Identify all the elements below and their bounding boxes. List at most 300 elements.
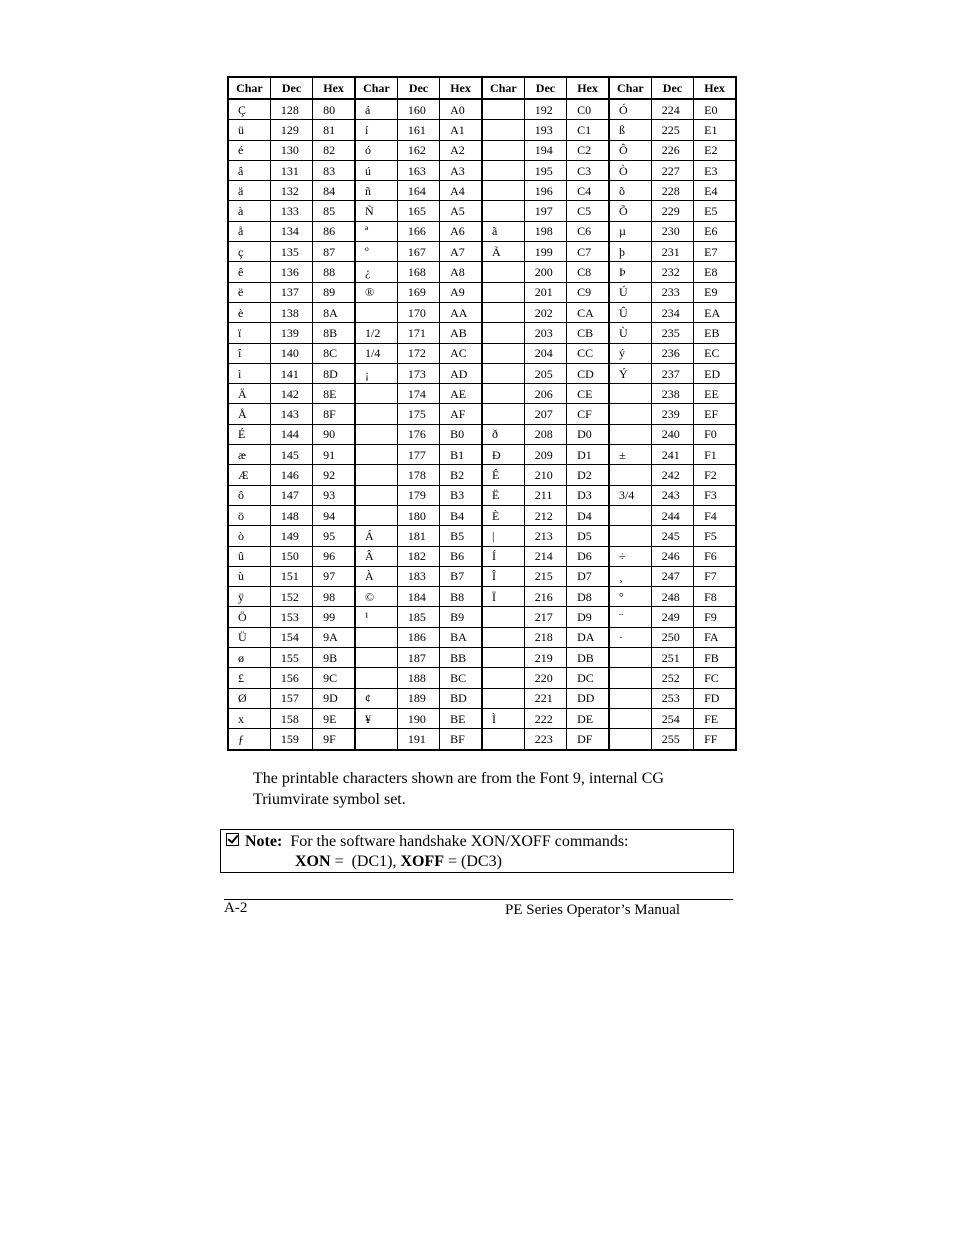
char-cell — [482, 343, 524, 363]
dec-cell: 222 — [524, 708, 566, 728]
dec-cell: 213 — [524, 526, 566, 546]
dec-cell: 189 — [397, 688, 439, 708]
dec-cell: 153 — [270, 607, 312, 627]
hex-cell: AF — [440, 404, 482, 424]
hex-cell: 8F — [313, 404, 355, 424]
char-cell: Ò — [609, 160, 651, 180]
dec-cell: 247 — [651, 566, 693, 586]
dec-cell: 183 — [397, 566, 439, 586]
table-row — [228, 242, 736, 262]
char-cell: é — [228, 140, 270, 160]
dec-cell: 209 — [524, 445, 566, 465]
dec-cell: 174 — [397, 384, 439, 404]
table-row — [228, 465, 736, 485]
dec-cell: 185 — [397, 607, 439, 627]
hex-cell: BC — [440, 668, 482, 688]
char-cell: ê — [228, 262, 270, 282]
dec-cell: 240 — [651, 424, 693, 444]
table-row — [228, 140, 736, 160]
char-cell — [355, 384, 397, 404]
char-cell — [609, 505, 651, 525]
char-cell — [482, 363, 524, 383]
hex-cell: F5 — [694, 526, 736, 546]
dec-cell: 128 — [270, 99, 312, 120]
hex-cell: 85 — [313, 201, 355, 221]
char-cell — [482, 99, 524, 120]
dec-cell: 191 — [397, 729, 439, 750]
char-cell: À — [355, 566, 397, 586]
dec-cell: 251 — [651, 648, 693, 668]
dec-cell: 152 — [270, 587, 312, 607]
char-cell: Î — [482, 566, 524, 586]
dec-cell: 221 — [524, 688, 566, 708]
char-cell — [355, 465, 397, 485]
char-cell — [482, 607, 524, 627]
hex-cell: A2 — [440, 140, 482, 160]
table-header-row — [228, 77, 736, 99]
hex-cell: 93 — [313, 485, 355, 505]
hex-cell: 80 — [313, 99, 355, 120]
hex-cell: 90 — [313, 424, 355, 444]
hex-cell: E3 — [694, 160, 736, 180]
dec-cell: 186 — [397, 627, 439, 647]
dec-cell: 161 — [397, 120, 439, 140]
hex-cell: C5 — [567, 201, 609, 221]
dec-cell: 139 — [270, 323, 312, 343]
dec-cell: 140 — [270, 343, 312, 363]
table-body — [228, 99, 736, 750]
hex-cell: 8A — [313, 302, 355, 322]
dec-cell: 159 — [270, 729, 312, 750]
char-cell — [482, 323, 524, 343]
table-row — [228, 526, 736, 546]
char-cell: ± — [609, 445, 651, 465]
char-cell: þ — [609, 242, 651, 262]
dec-cell: 129 — [270, 120, 312, 140]
hex-cell: 98 — [313, 587, 355, 607]
hex-cell: CC — [567, 343, 609, 363]
table-row — [228, 607, 736, 627]
char-cell — [355, 424, 397, 444]
note-line-1 — [226, 832, 628, 852]
hex-cell: AD — [440, 363, 482, 383]
char-cell — [355, 505, 397, 525]
column-header: Hex — [567, 77, 609, 99]
hex-cell: F8 — [694, 587, 736, 607]
hex-cell: 89 — [313, 282, 355, 302]
dec-cell: 245 — [651, 526, 693, 546]
hex-cell: 96 — [313, 546, 355, 566]
xoff-value: = (DC3) — [444, 853, 502, 870]
dec-cell: 242 — [651, 465, 693, 485]
dec-cell: 181 — [397, 526, 439, 546]
char-cell: î — [228, 343, 270, 363]
hex-cell: EA — [694, 302, 736, 322]
hex-cell: 8D — [313, 363, 355, 383]
char-cell: ¹ — [355, 607, 397, 627]
dec-cell: 234 — [651, 302, 693, 322]
char-cell: ò — [228, 526, 270, 546]
char-cell — [355, 445, 397, 465]
char-cell: ø — [228, 648, 270, 668]
hex-cell: A5 — [440, 201, 482, 221]
hex-cell: E5 — [694, 201, 736, 221]
column-header: Dec — [397, 77, 439, 99]
table-row — [228, 302, 736, 322]
hex-cell: 81 — [313, 120, 355, 140]
dec-cell: 184 — [397, 587, 439, 607]
dec-cell: 197 — [524, 201, 566, 221]
char-cell: í — [355, 120, 397, 140]
table-row — [228, 424, 736, 444]
dec-cell: 203 — [524, 323, 566, 343]
hex-cell: CB — [567, 323, 609, 343]
hex-cell: 86 — [313, 221, 355, 241]
page-number: A-2 — [224, 900, 248, 916]
column-header: Char — [609, 77, 651, 99]
dec-cell: 173 — [397, 363, 439, 383]
table-row — [228, 688, 736, 708]
dec-cell: 144 — [270, 424, 312, 444]
char-cell: Ë — [482, 485, 524, 505]
table-row — [228, 445, 736, 465]
dec-cell: 176 — [397, 424, 439, 444]
table-caption: The printable characters shown are from the Font 9, internal CG Triumvirate symbol set. — [253, 770, 664, 808]
char-cell — [609, 648, 651, 668]
char-cell — [482, 302, 524, 322]
hex-cell: 82 — [313, 140, 355, 160]
char-cell — [609, 688, 651, 708]
dec-cell: 238 — [651, 384, 693, 404]
char-cell — [355, 302, 397, 322]
dec-cell: 171 — [397, 323, 439, 343]
hex-cell: D4 — [567, 505, 609, 525]
dec-cell: 244 — [651, 505, 693, 525]
dec-cell: 167 — [397, 242, 439, 262]
char-cell: Ü — [228, 627, 270, 647]
hex-cell: F7 — [694, 566, 736, 586]
table-row — [228, 323, 736, 343]
dec-cell: 155 — [270, 648, 312, 668]
table-row — [228, 282, 736, 302]
char-cell: ® — [355, 282, 397, 302]
dec-cell: 205 — [524, 363, 566, 383]
dec-cell: 172 — [397, 343, 439, 363]
dec-cell: 133 — [270, 201, 312, 221]
dec-cell: 250 — [651, 627, 693, 647]
hex-cell: A1 — [440, 120, 482, 140]
hex-cell: C7 — [567, 242, 609, 262]
hex-cell: DF — [567, 729, 609, 750]
char-cell: ï — [228, 323, 270, 343]
char-cell: ù — [228, 566, 270, 586]
dec-cell: 179 — [397, 485, 439, 505]
dec-cell: 239 — [651, 404, 693, 424]
hex-cell: F9 — [694, 607, 736, 627]
xon-label: XON — [295, 853, 331, 870]
note-line-2 — [295, 852, 502, 872]
char-cell: ó — [355, 140, 397, 160]
char-cell: Ý — [609, 363, 651, 383]
hex-cell: CA — [567, 302, 609, 322]
char-cell: É — [228, 424, 270, 444]
dec-cell: 211 — [524, 485, 566, 505]
hex-cell: 9C — [313, 668, 355, 688]
char-cell: Ø — [228, 688, 270, 708]
hex-cell: FF — [694, 729, 736, 750]
char-cell — [482, 201, 524, 221]
character-set-table — [227, 76, 737, 751]
hex-cell: E7 — [694, 242, 736, 262]
dec-cell: 210 — [524, 465, 566, 485]
dec-cell: 188 — [397, 668, 439, 688]
char-cell: Â — [355, 546, 397, 566]
char-cell: ð — [482, 424, 524, 444]
dec-cell: 254 — [651, 708, 693, 728]
dec-cell: 130 — [270, 140, 312, 160]
manual-title: PE Series Operator’s Manual — [505, 902, 681, 918]
char-cell: ¥ — [355, 708, 397, 728]
hex-cell: B8 — [440, 587, 482, 607]
char-cell: ß — [609, 120, 651, 140]
char-cell: ü — [228, 120, 270, 140]
hex-cell: 94 — [313, 505, 355, 525]
char-cell — [609, 708, 651, 728]
char-cell — [482, 648, 524, 668]
dec-cell: 216 — [524, 587, 566, 607]
dec-cell: 235 — [651, 323, 693, 343]
char-cell: Í — [482, 546, 524, 566]
char-cell — [355, 627, 397, 647]
dec-cell: 215 — [524, 566, 566, 586]
footer-divider — [224, 899, 733, 900]
hex-cell: 9E — [313, 708, 355, 728]
dec-cell: 165 — [397, 201, 439, 221]
char-cell — [609, 465, 651, 485]
char-cell: æ — [228, 445, 270, 465]
xoff-label: XOFF — [400, 853, 445, 870]
char-cell: ã — [482, 221, 524, 241]
char-cell — [482, 160, 524, 180]
char-cell: ¿ — [355, 262, 397, 282]
char-cell: È — [482, 505, 524, 525]
hex-cell: A7 — [440, 242, 482, 262]
dec-cell: 177 — [397, 445, 439, 465]
dec-cell: 180 — [397, 505, 439, 525]
dec-cell: 160 — [397, 99, 439, 120]
dec-cell: 231 — [651, 242, 693, 262]
dec-cell: 199 — [524, 242, 566, 262]
char-cell — [482, 384, 524, 404]
note-box — [220, 829, 734, 873]
char-cell — [609, 384, 651, 404]
char-cell — [482, 181, 524, 201]
dec-cell: 162 — [397, 140, 439, 160]
dec-cell: 166 — [397, 221, 439, 241]
char-cell — [355, 729, 397, 750]
char-cell: Æ — [228, 465, 270, 485]
column-header: Dec — [270, 77, 312, 99]
char-cell: ¢ — [355, 688, 397, 708]
char-cell: x — [228, 708, 270, 728]
dec-cell: 146 — [270, 465, 312, 485]
char-cell: Ù — [609, 323, 651, 343]
dec-cell: 143 — [270, 404, 312, 424]
dec-cell: 237 — [651, 363, 693, 383]
char-cell: 1/2 — [355, 323, 397, 343]
note-text: For the software handshake XON/XOFF commands: — [290, 833, 629, 850]
char-cell: å — [228, 221, 270, 241]
dec-cell: 151 — [270, 566, 312, 586]
char-cell: Ï — [482, 587, 524, 607]
dec-cell: 170 — [397, 302, 439, 322]
hex-cell: 83 — [313, 160, 355, 180]
hex-cell: BA — [440, 627, 482, 647]
hex-cell: FB — [694, 648, 736, 668]
hex-cell: 9D — [313, 688, 355, 708]
char-cell — [482, 262, 524, 282]
dec-cell: 195 — [524, 160, 566, 180]
hex-cell: D5 — [567, 526, 609, 546]
hex-cell: EB — [694, 323, 736, 343]
hex-cell: 88 — [313, 262, 355, 282]
char-cell: Ê — [482, 465, 524, 485]
dec-cell: 147 — [270, 485, 312, 505]
char-cell — [609, 729, 651, 750]
table-row — [228, 627, 736, 647]
char-cell: Á — [355, 526, 397, 546]
dec-cell: 145 — [270, 445, 312, 465]
hex-cell: A9 — [440, 282, 482, 302]
hex-cell: BF — [440, 729, 482, 750]
hex-cell: 8B — [313, 323, 355, 343]
char-cell: ö — [228, 505, 270, 525]
hex-cell: C0 — [567, 99, 609, 120]
char-cell — [355, 648, 397, 668]
dec-cell: 154 — [270, 627, 312, 647]
char-cell: Ã — [482, 242, 524, 262]
dec-cell: 169 — [397, 282, 439, 302]
column-header: Char — [482, 77, 524, 99]
hex-cell: CF — [567, 404, 609, 424]
dec-cell: 212 — [524, 505, 566, 525]
dec-cell: 220 — [524, 668, 566, 688]
dec-cell: 253 — [651, 688, 693, 708]
dec-cell: 224 — [651, 99, 693, 120]
table-row — [228, 648, 736, 668]
char-cell: ÷ — [609, 546, 651, 566]
hex-cell: F2 — [694, 465, 736, 485]
dec-cell: 227 — [651, 160, 693, 180]
hex-cell: A6 — [440, 221, 482, 241]
table-row — [228, 404, 736, 424]
dec-cell: 134 — [270, 221, 312, 241]
char-cell: Å — [228, 404, 270, 424]
table-row — [228, 99, 736, 120]
table-row — [228, 120, 736, 140]
hex-cell: F4 — [694, 505, 736, 525]
table-row — [228, 160, 736, 180]
char-cell: á — [355, 99, 397, 120]
char-cell: 1/4 — [355, 343, 397, 363]
hex-cell: AB — [440, 323, 482, 343]
dec-cell: 200 — [524, 262, 566, 282]
dec-cell: 187 — [397, 648, 439, 668]
dec-cell: 249 — [651, 607, 693, 627]
hex-cell: DD — [567, 688, 609, 708]
hex-cell: B7 — [440, 566, 482, 586]
note-label: Note: — [245, 833, 283, 850]
dec-cell: 196 — [524, 181, 566, 201]
char-cell: Ä — [228, 384, 270, 404]
char-cell — [355, 485, 397, 505]
hex-cell: 95 — [313, 526, 355, 546]
dec-cell: 141 — [270, 363, 312, 383]
char-cell: Þ — [609, 262, 651, 282]
dec-cell: 131 — [270, 160, 312, 180]
char-cell: ý — [609, 343, 651, 363]
dec-cell: 137 — [270, 282, 312, 302]
hex-cell: AC — [440, 343, 482, 363]
hex-cell: FD — [694, 688, 736, 708]
char-cell — [482, 120, 524, 140]
char-cell: ª — [355, 221, 397, 241]
dec-cell: 142 — [270, 384, 312, 404]
char-cell: · — [609, 627, 651, 647]
char-cell: ¸ — [609, 566, 651, 586]
hex-cell: AE — [440, 384, 482, 404]
hex-cell: D0 — [567, 424, 609, 444]
hex-cell: F0 — [694, 424, 736, 444]
char-cell — [609, 526, 651, 546]
dec-cell: 248 — [651, 587, 693, 607]
hex-cell: A3 — [440, 160, 482, 180]
dec-cell: 198 — [524, 221, 566, 241]
char-cell: º — [355, 242, 397, 262]
table-row — [228, 505, 736, 525]
hex-cell: FC — [694, 668, 736, 688]
hex-cell: B6 — [440, 546, 482, 566]
table-row — [228, 221, 736, 241]
char-cell: µ — [609, 221, 651, 241]
hex-cell: D1 — [567, 445, 609, 465]
hex-cell: DA — [567, 627, 609, 647]
hex-cell: DC — [567, 668, 609, 688]
hex-cell: 99 — [313, 607, 355, 627]
hex-cell: FE — [694, 708, 736, 728]
hex-cell: 9B — [313, 648, 355, 668]
dec-cell: 223 — [524, 729, 566, 750]
dec-cell: 156 — [270, 668, 312, 688]
column-header: Dec — [524, 77, 566, 99]
hex-cell: F6 — [694, 546, 736, 566]
hex-cell: C4 — [567, 181, 609, 201]
column-header: Hex — [440, 77, 482, 99]
hex-cell: EC — [694, 343, 736, 363]
char-cell — [609, 424, 651, 444]
char-cell: © — [355, 587, 397, 607]
char-cell — [355, 404, 397, 424]
checkbox-icon — [226, 833, 239, 846]
column-header: Hex — [313, 77, 355, 99]
hex-cell: E2 — [694, 140, 736, 160]
char-cell: Ì — [482, 708, 524, 728]
dec-cell: 226 — [651, 140, 693, 160]
table-row — [228, 587, 736, 607]
char-cell: ° — [609, 587, 651, 607]
hex-cell: BE — [440, 708, 482, 728]
hex-cell: A8 — [440, 262, 482, 282]
